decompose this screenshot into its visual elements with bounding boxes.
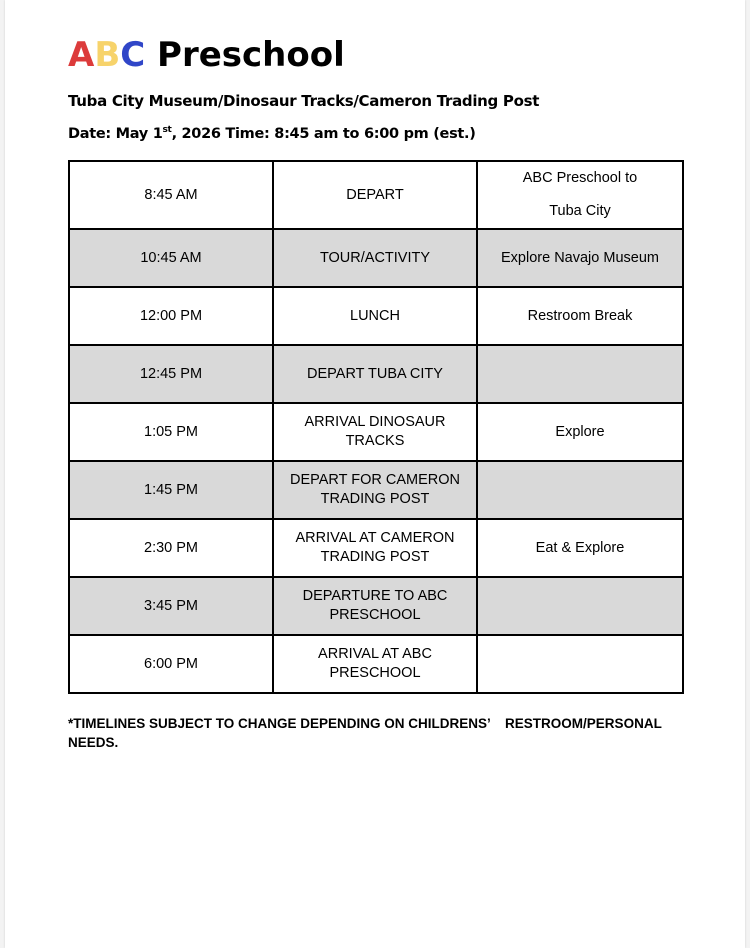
time-cell: 6:00 PM xyxy=(69,635,273,693)
note-cell xyxy=(477,345,683,403)
date-rest: , 2026 Time: 8:45 am to 6:00 pm (est.) xyxy=(171,126,476,142)
table-row xyxy=(69,461,683,519)
timeline-disclaimer: *TIMELINES SUBJECT TO CHANGE DEPENDING ON CHILDRENS’ RESTROOM/PERSONAL NEEDS. xyxy=(68,716,666,750)
note-cell: Explore xyxy=(477,403,683,461)
activity-cell xyxy=(273,519,477,577)
note-cell xyxy=(477,461,683,519)
date-ordinal-suffix: st xyxy=(162,125,172,135)
table-row xyxy=(69,345,683,403)
time-cell: 3:45 PM xyxy=(69,577,273,635)
table-row xyxy=(69,577,683,635)
logo-letter-a: A xyxy=(68,35,95,75)
time-cell: 8:45 AM xyxy=(69,161,273,229)
activity-cell: TOUR/ACTIVITY xyxy=(273,229,477,287)
logo-letter-c: C xyxy=(120,35,146,75)
trip-subtitle: Tuba City Museum/Dinosaur Tracks/Cameron Trading Post xyxy=(68,92,540,110)
activity-line-2: TRADING POST xyxy=(320,491,430,507)
date-prefix: Date: May 1 xyxy=(68,126,163,142)
activity-line-1: ARRIVAL AT CAMERON xyxy=(295,530,455,546)
time-cell: 12:00 PM xyxy=(69,287,273,345)
time-cell: 10:45 AM xyxy=(69,229,273,287)
date-time-line xyxy=(68,123,476,145)
activity-cell: LUNCH xyxy=(273,287,477,345)
note-cell: Explore Navajo Museum xyxy=(477,229,683,287)
activity-line-2: PRESCHOOL xyxy=(329,607,421,623)
table-row xyxy=(69,287,683,345)
table-row xyxy=(69,403,683,461)
table-row xyxy=(69,229,683,287)
activity-cell xyxy=(273,461,477,519)
note-cell xyxy=(477,161,683,229)
logo-letter-b: B xyxy=(94,35,121,75)
note-line-2: Tuba City xyxy=(549,203,611,219)
activity-line-1: ARRIVAL AT ABC xyxy=(318,646,432,662)
time-cell: 12:45 PM xyxy=(69,345,273,403)
note-line-1: ABC Preschool to xyxy=(522,170,638,186)
schedule-table xyxy=(68,160,684,694)
activity-cell: DEPART xyxy=(273,161,477,229)
activity-line-2: PRESCHOOL xyxy=(329,665,421,681)
time-cell: 1:05 PM xyxy=(69,403,273,461)
table-row xyxy=(69,161,683,229)
time-cell: 1:45 PM xyxy=(69,461,273,519)
document-page xyxy=(5,0,745,948)
activity-cell: ARRIVAL DINOSAUR TRACKS xyxy=(273,403,477,461)
activity-line-1: DEPART FOR CAMERON xyxy=(290,472,460,488)
note-cell xyxy=(477,577,683,635)
time-cell: 2:30 PM xyxy=(69,519,273,577)
activity-cell xyxy=(273,577,477,635)
table-row xyxy=(69,519,683,577)
activity-cell: DEPART TUBA CITY xyxy=(273,345,477,403)
note-cell xyxy=(477,635,683,693)
page-title xyxy=(68,34,345,76)
activity-line-1: DEPARTURE TO ABC xyxy=(302,588,448,604)
note-cell: Eat & Explore xyxy=(477,519,683,577)
note-cell: Restroom Break xyxy=(477,287,683,345)
activity-line-2: TRADING POST xyxy=(320,549,430,565)
table-row xyxy=(69,635,683,693)
title-text: Preschool xyxy=(157,35,345,75)
activity-cell xyxy=(273,635,477,693)
